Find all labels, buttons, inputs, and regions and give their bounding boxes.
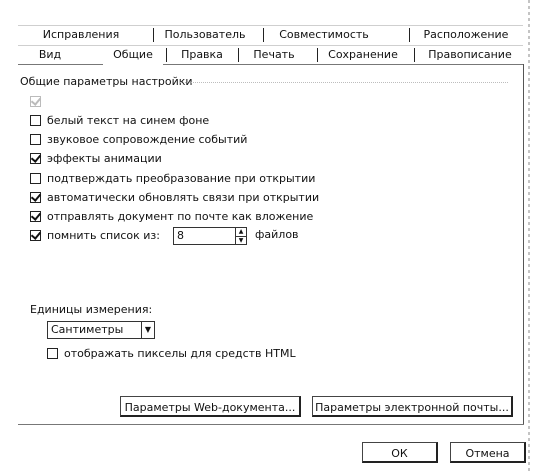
email-options-button[interactable]: Параметры электронной почты... (312, 396, 513, 417)
panel-border-right (523, 64, 524, 424)
group-title-general: Общие параметры настройки (20, 75, 193, 88)
tab-general[interactable]: Общие (113, 48, 153, 61)
option-sound-feedback[interactable] (30, 132, 247, 147)
option-disabled (30, 94, 47, 109)
active-tab-gap (103, 63, 163, 66)
recent-files-checkbox[interactable] (30, 230, 41, 241)
mail-attachment-checkbox[interactable] (30, 211, 41, 222)
blue-background-label: белый текст на синем фоне (47, 114, 210, 127)
tab-separator (317, 48, 318, 62)
html-pixels-label: отображать пикселы для средств HTML (64, 347, 296, 360)
tab-separator (409, 28, 410, 42)
tab-row-back (0, 27, 535, 43)
recent-files-count[interactable]: 8 (177, 229, 184, 242)
option-blue-background[interactable] (30, 113, 209, 128)
option-update-links[interactable] (30, 190, 319, 205)
sound-feedback-checkbox[interactable] (30, 134, 41, 145)
tab-save[interactable]: Сохранение (328, 48, 398, 61)
tab-file-locations[interactable]: Расположение (423, 28, 509, 41)
tab-top-line (18, 25, 523, 26)
spinner-up-icon[interactable]: ▲ (238, 228, 244, 235)
option-disabled-checkbox (30, 96, 41, 107)
option-mail-attachment[interactable] (30, 209, 313, 224)
tab-compatibility[interactable]: Совместимость (279, 28, 369, 41)
scan-edge (528, 0, 530, 474)
tab-view[interactable]: Вид (38, 48, 62, 61)
option-animation[interactable] (30, 151, 162, 166)
blue-background-checkbox[interactable] (30, 115, 41, 126)
panel-border-top (18, 64, 523, 65)
panel-border-bottom (18, 424, 524, 425)
recent-files-label: помнить список из: (47, 229, 160, 242)
tab-row-front (0, 47, 535, 63)
spinner-down-icon[interactable]: ▼ (236, 236, 246, 245)
web-options-button[interactable]: Параметры Web-документа... (120, 396, 301, 417)
tab-separator (414, 48, 415, 62)
tab-user[interactable]: Пользователь (164, 28, 246, 41)
units-selected-value: Сантиметры (51, 323, 124, 336)
animation-checkbox[interactable] (30, 153, 41, 164)
recent-files-spinner[interactable] (173, 227, 247, 245)
html-pixels-checkbox[interactable] (47, 348, 58, 359)
confirm-conversion-checkbox[interactable] (30, 173, 41, 184)
tab-separator (238, 48, 239, 62)
tab-edit[interactable]: Правка (181, 48, 223, 61)
option-confirm-conversion[interactable] (30, 171, 315, 186)
spinner-buttons (235, 228, 246, 244)
mail-attachment-label: отправлять документ по почте как вложение (47, 210, 314, 223)
animation-label: эффекты анимации (47, 152, 162, 165)
option-html-pixels[interactable] (47, 346, 296, 361)
units-label: Единицы измерения: (30, 303, 153, 316)
cancel-button[interactable]: Отмена (450, 442, 526, 463)
update-links-label: автоматически обновлять связи при открытии (47, 191, 320, 204)
chevron-down-icon[interactable]: ▼ (141, 322, 154, 338)
option-recent-files[interactable] (30, 228, 160, 243)
tab-separator (263, 28, 264, 42)
confirm-conversion-label: подтверждать преобразование при открытии (47, 172, 316, 185)
tab-spelling[interactable]: Правописание (428, 48, 512, 61)
tab-mid-line (18, 45, 523, 46)
ok-button[interactable]: ОК (362, 442, 438, 463)
tab-print[interactable]: Печать (253, 48, 295, 61)
update-links-checkbox[interactable] (30, 192, 41, 203)
tab-separator (166, 48, 167, 62)
group-divider (180, 82, 508, 83)
units-select[interactable] (47, 321, 155, 339)
files-label: файлов (255, 228, 299, 241)
sound-feedback-label: звуковое сопровождение событий (47, 133, 248, 146)
tab-revisions[interactable]: Исправления (42, 28, 120, 41)
